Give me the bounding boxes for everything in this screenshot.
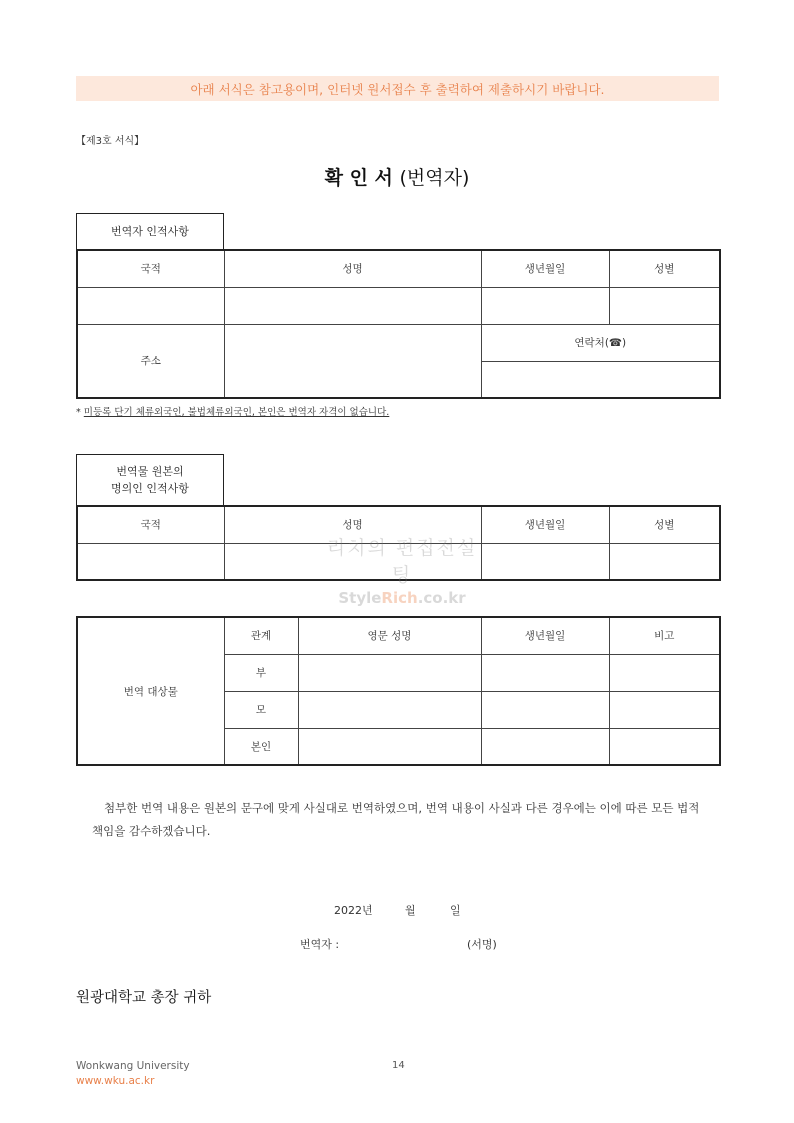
translator-table <box>76 249 721 399</box>
holder-label-line1: 번역물 원본의 <box>116 465 184 478</box>
holder-name-header: 성명 <box>224 506 481 543</box>
recipient: 원광대학교 총장 귀하 <box>76 990 212 1006</box>
father-english-name-cell[interactable] <box>298 654 481 691</box>
self-birth-cell[interactable] <box>481 728 609 765</box>
holder-name-cell[interactable] <box>224 543 481 580</box>
relation-self: 본인 <box>224 728 298 765</box>
translator-birth-header: 생년월일 <box>481 250 609 287</box>
father-remarks-cell[interactable] <box>609 654 720 691</box>
relation-header: 관계 <box>224 617 298 654</box>
page-title <box>0 163 794 190</box>
footer-university: Wonkwang University <box>76 1060 190 1072</box>
watermark-rich: Rich <box>381 589 418 607</box>
holder-section-label <box>76 454 224 506</box>
translator-contact-cell[interactable] <box>481 361 720 398</box>
holder-nationality-cell[interactable] <box>77 543 224 580</box>
father-birth-cell[interactable] <box>481 654 609 691</box>
watermark-line1: 리치의 편집전설팅 <box>326 537 478 586</box>
watermark-style: Style <box>338 589 382 607</box>
signature-mark: (서명) <box>467 938 497 951</box>
title-sub: (번역자) <box>399 167 470 189</box>
targets-table <box>76 616 721 766</box>
footnote-text: 미등록 단기 체류외국인, 불법체류외국인, 본인은 번역자 자격이 없습니다. <box>83 407 390 418</box>
statement-text: 첨부한 번역 내용은 원본의 문구에 맞게 사실대로 번역하였으며, 번역 내용이 사실과 다른 경우에는 이에 따른 모든 법적 책임을 감수하겠습니다. <box>92 801 700 838</box>
date-month: 월 <box>405 904 416 917</box>
date-year: 2022년 <box>334 904 373 917</box>
footer-url[interactable]: www.wku.ac.kr <box>76 1075 155 1087</box>
mother-birth-cell[interactable] <box>481 691 609 728</box>
signature-label: 번역자 : <box>300 938 340 951</box>
footnote: * 미등록 단기 체류외국인, 불법체류외국인, 본인은 번역자 자격이 없습니다. <box>76 407 390 418</box>
translator-contact-label: 연락처(☎) <box>481 324 720 361</box>
translator-gender-cell[interactable] <box>609 287 720 324</box>
translator-gender-header: 성별 <box>609 250 720 287</box>
watermark-domain: .co.kr <box>417 589 466 607</box>
target-birth-header: 생년월일 <box>481 617 609 654</box>
translator-nationality-header: 국적 <box>77 250 224 287</box>
holder-label-line2: 명의인 인적사항 <box>111 481 189 495</box>
mother-english-name-cell[interactable] <box>298 691 481 728</box>
translator-nationality-cell[interactable] <box>77 287 224 324</box>
date-day: 일 <box>450 904 461 917</box>
watermark-line2 <box>322 589 482 607</box>
form-number: 【제3호 서식】 <box>76 136 145 147</box>
targets-label: 번역 대상물 <box>77 617 224 765</box>
self-remarks-cell[interactable] <box>609 728 720 765</box>
relation-father: 부 <box>224 654 298 691</box>
holder-gender-cell[interactable] <box>609 543 720 580</box>
remarks-header: 비고 <box>609 617 720 654</box>
title-main: 확 인 서 <box>324 167 393 189</box>
holder-table <box>76 505 721 581</box>
translator-address-label: 주소 <box>77 324 224 398</box>
translator-address-cell[interactable] <box>224 324 481 398</box>
english-name-header: 영문 성명 <box>298 617 481 654</box>
mother-remarks-cell[interactable] <box>609 691 720 728</box>
translator-section-label: 번역자 인적사항 <box>76 213 224 250</box>
translator-name-header: 성명 <box>224 250 481 287</box>
relation-mother: 모 <box>224 691 298 728</box>
page-number: 14 <box>392 1060 405 1071</box>
holder-birth-cell[interactable] <box>481 543 609 580</box>
translator-name-cell[interactable] <box>224 287 481 324</box>
self-english-name-cell[interactable] <box>298 728 481 765</box>
holder-nationality-header: 국적 <box>77 506 224 543</box>
holder-gender-header: 성별 <box>609 506 720 543</box>
holder-birth-header: 생년월일 <box>481 506 609 543</box>
translator-birth-cell[interactable] <box>481 287 609 324</box>
notice-banner: 아래 서식은 참고용이며, 인터넷 원서접수 후 출력하여 제출하시기 바랍니다. <box>76 76 719 101</box>
